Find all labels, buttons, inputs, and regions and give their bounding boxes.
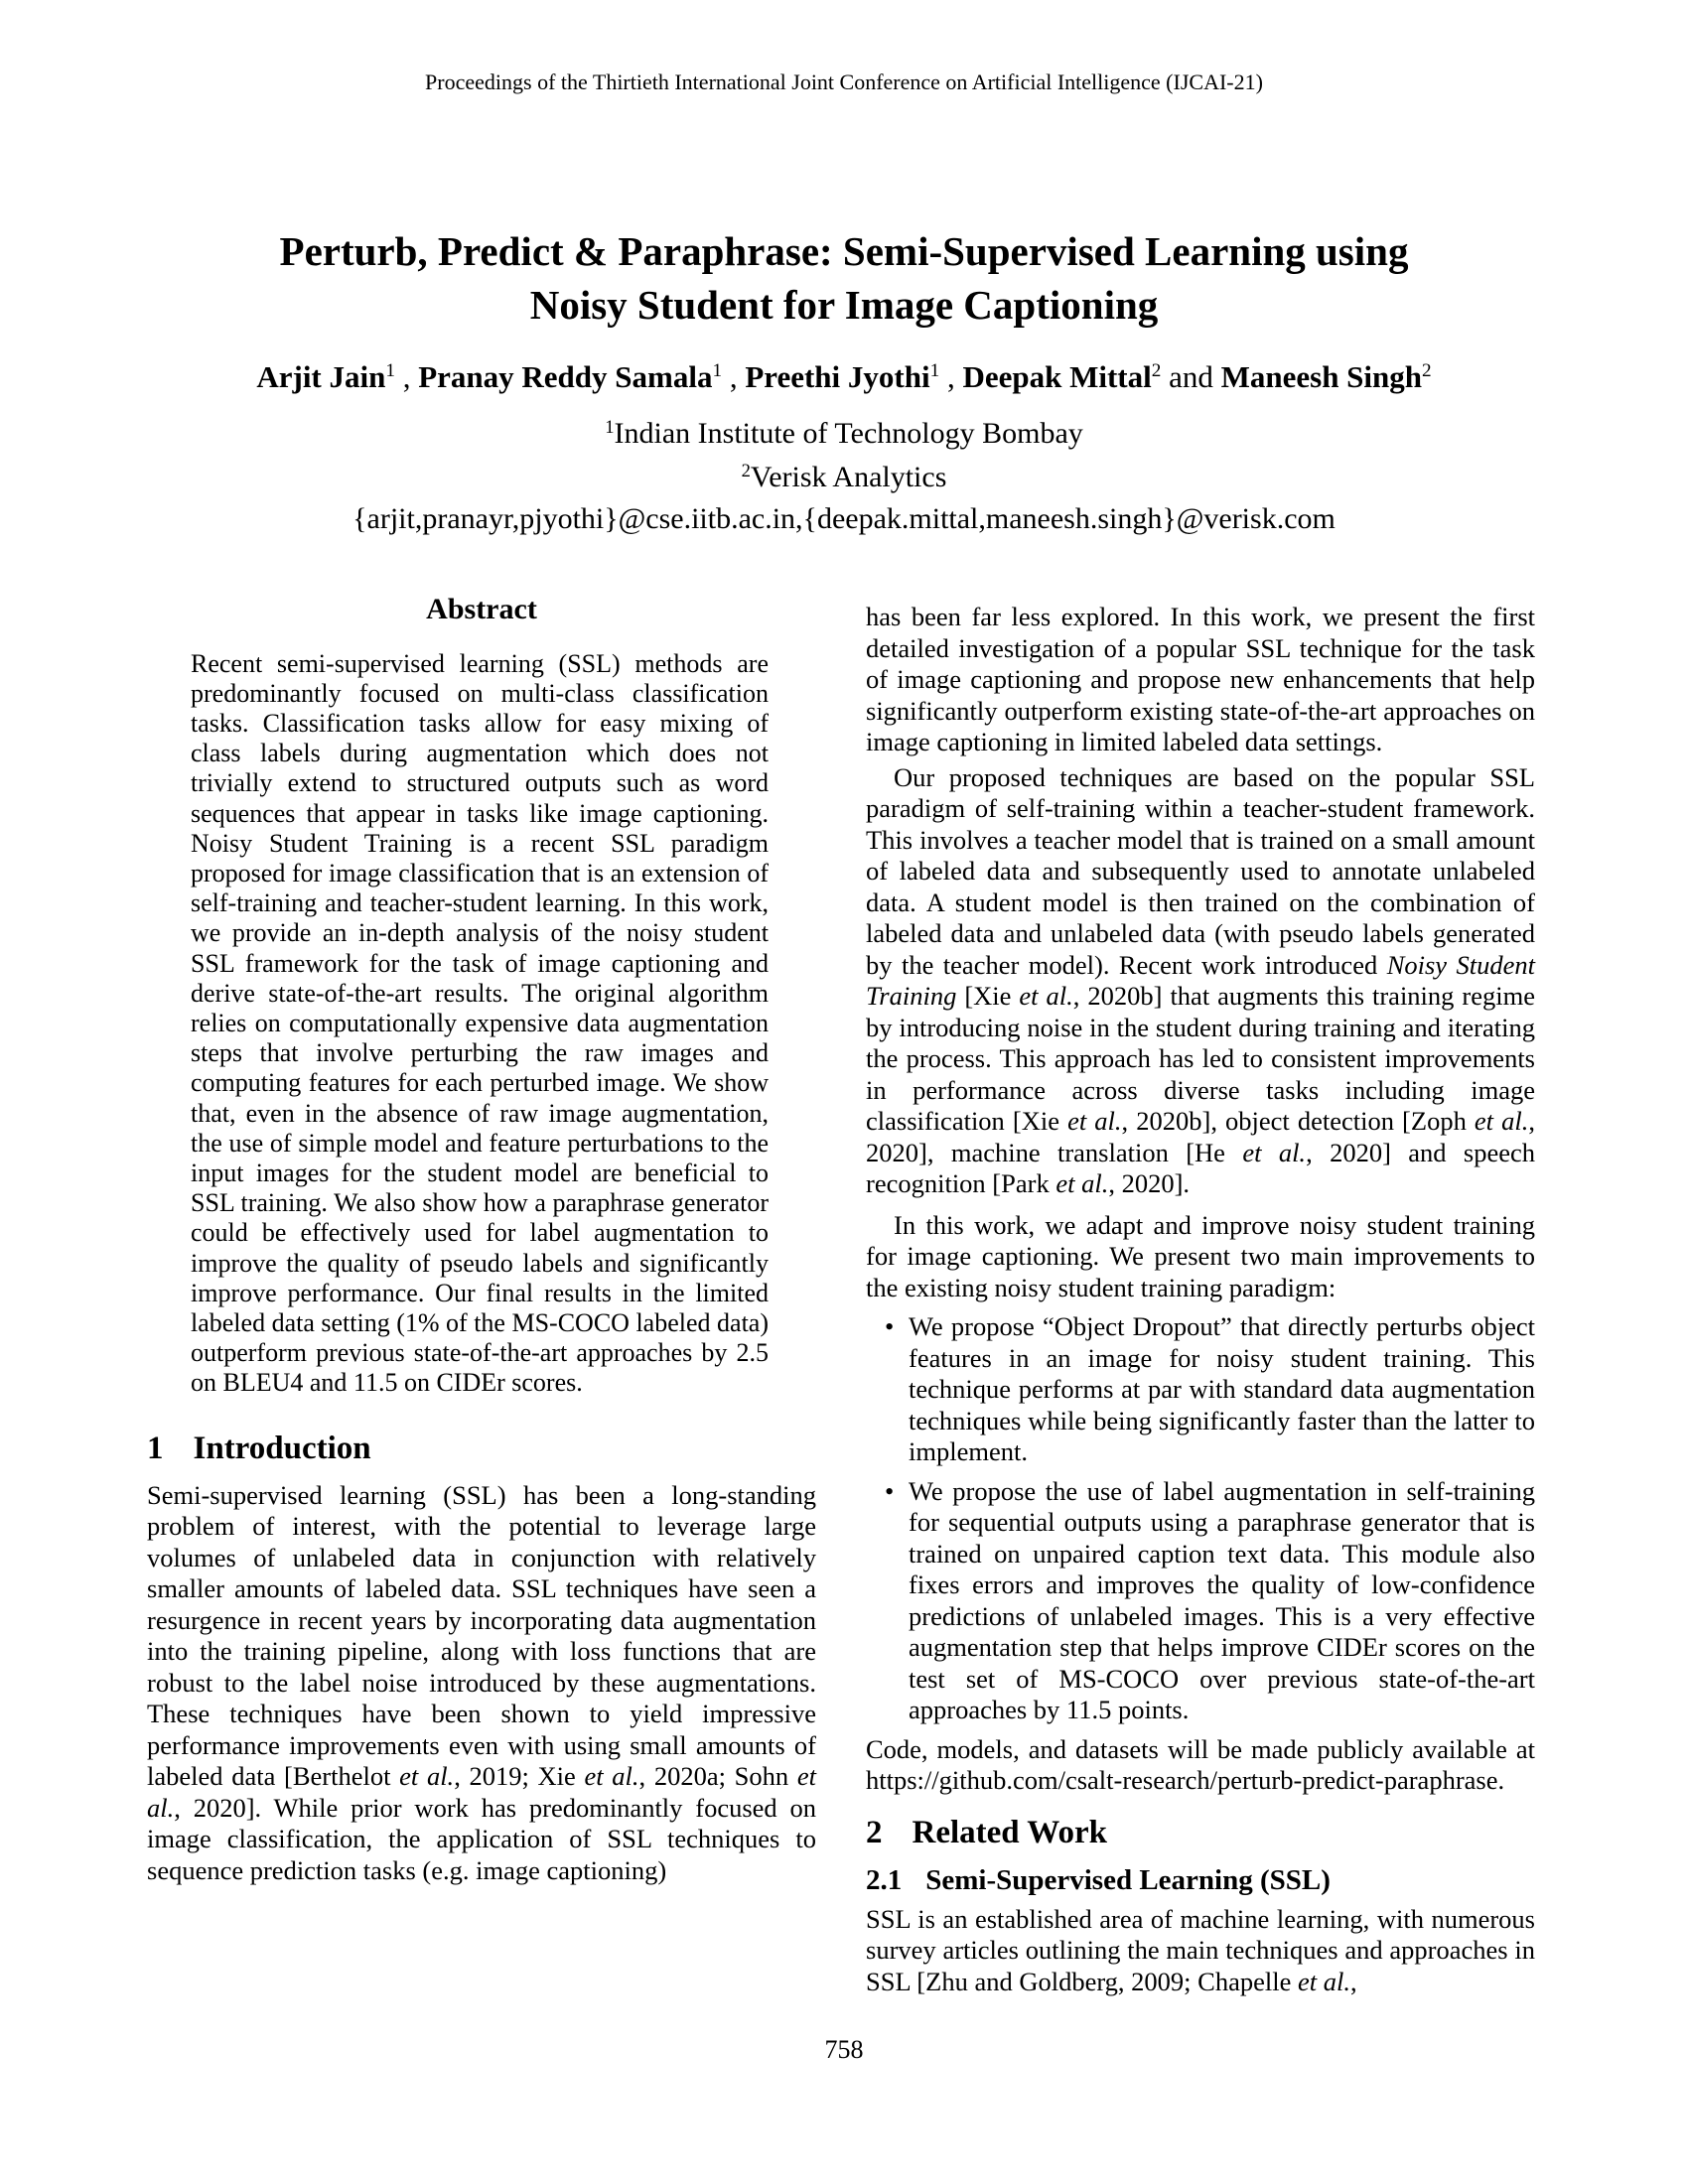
ssl-paragraph: SSL is an established area of machine learning, with numerous survey articles outlining the main techniques and approaches in SSL [Zhu and Goldberg, 2009; Chapelle et al., [866, 1903, 1535, 1996]
section-1-heading [147, 1429, 816, 1468]
list-item [885, 1475, 1535, 1726]
right-paragraph-1: has been far less explored. In this work, we present the first detailed investigation of a popular SSL technique for the task of image captioning and propose new enhancements that help significantly outperform existing state-of-the-art approaches on image captioning in limited labeled data settings. [866, 602, 1535, 756]
subsection-2-1-number: 2.1 [866, 1863, 903, 1896]
affiliation-2: $^2$Verisk Analytics [741, 460, 947, 493]
right-paragraph-3: In this work, we adapt and improve noisy student training for image captioning. We present two main improvements to the existing noisy student training paradigm: [866, 1209, 1535, 1302]
code-availability-paragraph: Code, models, and datasets will be made publicly available at https://github.com/csalt-research/perturb-predict-paraphrase. [866, 1733, 1535, 1795]
left-column [147, 594, 816, 1886]
page-number: 758 [824, 2035, 864, 2064]
intro-paragraph: Semi-supervised learning (SSL) has been a long-standing problem of interest, with the potential to leverage large volumes of unlabeled data in conjunction with relatively smaller amounts of labeled data. SSL techniques have seen a resurgence in recent years by incorporating data augmentation into the training pipeline, along with loss functions that are robust to the label noise introduced by these augmentations. These techniques have been shown to yield impressive performance improvements even with using small amounts of labeled data [Berthelot et al., 2019; Xie et al., 2020a; Sohn et al., 2020]. While prior work has predominantly focused on image classification, the application of SSL techniques to sequence prediction tasks (e.g. image captioning) [147, 1479, 816, 1885]
contributions-list [866, 1311, 1535, 1726]
bullet-1-text: We propose “Object Dropout” that directly perturbs object features in an image for noisy student training. This technique performs at par with standard data augmentation techniques while being significantly faster than the latter to implement. [909, 1311, 1535, 1466]
abstract-heading: Abstract [426, 593, 537, 625]
list-item [885, 1311, 1535, 1468]
section-2-heading [866, 1813, 1535, 1852]
paper-title [0, 224, 1688, 332]
paper-title-line2: Noisy Student for Image Captioning [529, 282, 1159, 328]
bullet-2-text: We propose the use of label augmentation in self-training for sequential outputs using a paraphrase generator that is trained on unpaired caption text data. This module also fixes errors and improves the quality of low-confidence predictions of unlabeled images. This is a very effective augmentation step that helps improve CIDEr scores on the test set of MS-COCO over previous state-of-the-art approaches by 11.5 points. [909, 1475, 1535, 1724]
section-2-title: Related Work [912, 1814, 1107, 1850]
section-2-number: 2 [866, 1814, 883, 1850]
right-column [866, 602, 1535, 1997]
proceedings-header: Proceedings of the Thirtieth International Joint Conference on Artificial Intelligence (IJCAI-21) [425, 69, 1263, 94]
affiliation-1: $^1$Indian Institute of Technology Bombay [605, 416, 1083, 450]
section-1-title: Introduction [193, 1430, 371, 1466]
abstract-text: Recent semi-supervised learning (SSL) methods are predominantly focused on multi-class classification tasks. Classification tasks allow for easy mixing of class labels during augmentation which does not trivially extend to structured outputs such as word sequences that appear in tasks like image captioning. Noisy Student Training is a recent SSL paradigm proposed for image classification that is an extension of self-training and teacher-student learning. In this work, we provide an in-depth analysis of the noisy student SSL framework for the task of image captioning and derive state-of-the-art results. The original algorithm relies on computationally expensive data augmentation steps that involve perturbing the raw images and computing features for each perturbed image. We show that, even in the absence of raw image augmentation, the use of simple model and feature perturbations to the input images for the student model are beneficial to SSL training. We also show how a paraphrase generator could be effectively used for label augmentation to improve the quality of pseudo labels and significantly improve performance. Our final results in the limited labeled data setting (1% of the MS-COCO labeled data) outperform previous state-of-the-art approaches by 2.5 on BLEU4 and 11.5 on CIDEr scores. [191, 648, 769, 1398]
right-paragraph-2: Our proposed techniques are based on the popular SSL paradigm of self-training within a teacher-student framework. This involves a teacher model that is trained on a small amount of labeled data and subsequently used to annotate unlabeled data. A student model is then trained on the combination of labeled data and unlabeled data (with pseudo labels generated by the teacher model). Recent work introduced Noisy Student Training [Xie et al., 2020b] that augments this training regime by introducing noise in the student during training and iterating the process. This approach has led to consistent improvements in performance across diverse tasks including image classification [Xie et al., 2020b], object detection [Zoph et al., 2020], machine translation [He et al., 2020] and speech recognition [Park et al., 2020]. [866, 761, 1536, 1198]
subsection-2-1-title: Semi-Supervised Learning (SSL) [925, 1863, 1331, 1896]
section-1-number: 1 [147, 1430, 164, 1466]
subsection-2-1-heading [866, 1862, 1535, 1898]
author-emails: {arjit,pranayr,pjyothi}@cse.iitb.ac.in,{deepak.mittal,maneesh.singh}@verisk.com [352, 502, 1336, 535]
authors-line: Arjit Jain$^1$ , Pranay Reddy Samala$^1$ , Preethi Jyothi$^1$ , Deepak Mittal$^2$ and Maneesh Singh$^2$ [256, 359, 1432, 394]
bullet-icon: • [885, 1311, 895, 1341]
bullet-icon: • [885, 1475, 895, 1506]
paper-title-line1: Perturb, Predict & Paraphrase: Semi-Supervised Learning using [279, 228, 1409, 274]
